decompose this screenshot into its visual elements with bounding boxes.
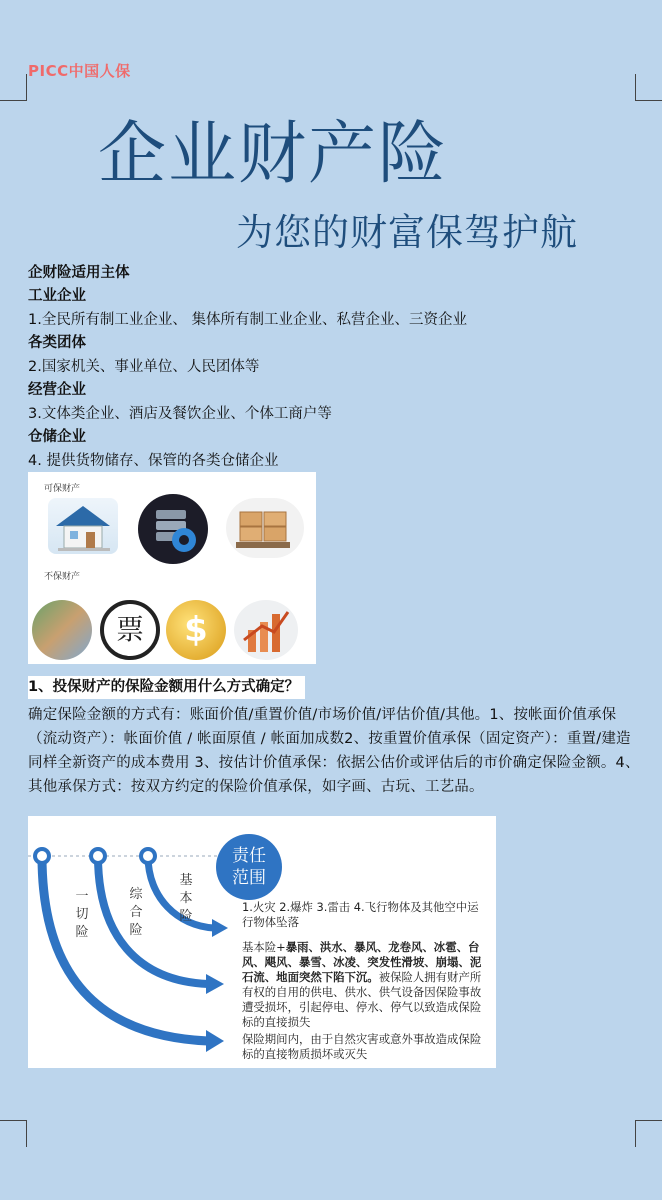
faq-section bbox=[28, 676, 640, 799]
chart-arrow-icon bbox=[234, 600, 298, 660]
comp-bold-perils: 暴雨、洪水、暴风、龙卷风、冰雹、台风、飓风、暴雪、冰凌、突发性滑坡、崩塌、泥石流、地面突然下陷下沉。 bbox=[242, 940, 482, 984]
crop-mark-bottom-right bbox=[635, 1120, 662, 1147]
basic-coverage-text: 1.火灾 2.爆炸 3.雷击 4.飞行物体及其他空中运行物体坠落 bbox=[242, 900, 479, 929]
comprehensive-coverage-text bbox=[242, 940, 488, 1030]
entity-group-name: 经营企业 bbox=[28, 382, 86, 398]
entity-group-text: 3.文体类企业、酒店及餐饮企业、个体工商户等 bbox=[28, 406, 332, 422]
all-risk-label: 一切险 bbox=[75, 889, 89, 940]
entity-group-text: 1.全民所有制工业企业、 集体所有制工业企业、私营企业、三资企业 bbox=[28, 312, 467, 328]
entity-group-text: 2.国家机关、事业单位、人民团体等 bbox=[28, 359, 260, 375]
entities-heading: 企财险适用主体 bbox=[28, 265, 130, 281]
entity-group-name: 仓储企业 bbox=[28, 429, 86, 445]
page-subtitle: 为您的财富保驾护航 bbox=[236, 211, 578, 254]
ticket-char-icon: 票 bbox=[100, 600, 160, 660]
crop-mark-bottom-left bbox=[0, 1120, 27, 1147]
coverage-scope-diagram bbox=[28, 816, 496, 1068]
entity-group-name: 工业企业 bbox=[28, 288, 86, 304]
page-title: 企业财产险 bbox=[98, 115, 449, 194]
crop-mark-top-left bbox=[0, 74, 27, 101]
faq-question: 1、投保财产的保险金额用什么方式确定？ bbox=[28, 676, 305, 699]
house-icon bbox=[48, 498, 118, 554]
brand-logo-text: PICC中国人保 bbox=[28, 62, 131, 80]
server-gear-icon bbox=[138, 494, 208, 564]
all-risk-coverage-text: 保险期间内，由于自然灾害或意外事故造成保险标的直接物质损坏或灭失 bbox=[242, 1032, 482, 1061]
comprehensive-label: 综合险 bbox=[129, 887, 143, 938]
property-types-panel bbox=[28, 472, 316, 664]
faq-answer: 确定保险金额的方式有：账面价值/重置价值/市场价值/评估价值/其他。1、按帐面价值承保（流动资产）：帐面价值 / 帐面原值 / 帐面加成数2、按重置价值承保（固定资产）：重置/建造同样全新资产的成本费用 3、按估计价值承保：依据公估价或评估后的市价确定保险金额。4、其他承保方式：按双方约定的保险价值承保，如字画、古玩、工艺品。 bbox=[28, 707, 640, 795]
insurable-property-label: 可保财产 bbox=[44, 484, 81, 494]
basic-label: 基本险 bbox=[179, 873, 193, 924]
dollar-coin-icon: $ bbox=[166, 600, 226, 660]
pallet-boxes-icon bbox=[226, 498, 304, 558]
comp-prefix: 基本险+ bbox=[242, 940, 286, 954]
comp-tail: 被保险人拥有财产所有权的自用的供电、供水、供气设备因保险事故遭受损坏，引起停电、停水、停气以致造成保险标的直接损失 bbox=[242, 970, 482, 1029]
scope-badge-line1: 责任 bbox=[232, 846, 266, 866]
crop-mark-top-right bbox=[635, 74, 662, 101]
land-collage-icon bbox=[32, 600, 92, 660]
scope-badge-line2: 范围 bbox=[232, 868, 266, 888]
entity-group-name: 各类团体 bbox=[28, 335, 86, 351]
entity-group-text: 4. 提供货物储存、保管的各类仓储企业 bbox=[28, 453, 279, 469]
applicable-entities-section bbox=[28, 262, 638, 473]
scope-badge bbox=[216, 834, 282, 900]
non-insurable-property-label: 不保财产 bbox=[44, 572, 81, 582]
